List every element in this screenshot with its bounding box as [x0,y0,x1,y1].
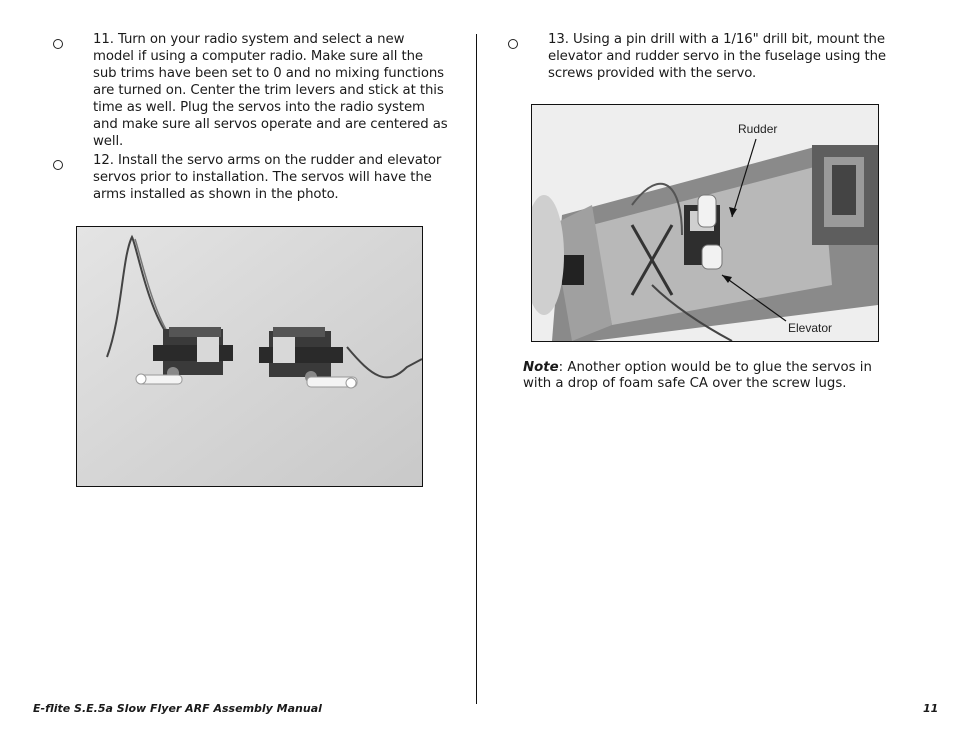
column-divider [476,34,477,704]
footer-manual-title: E-flite S.E.5a Slow Flyer ARF Assembly Manual [33,702,322,715]
elevator-label: Elevator [788,321,833,335]
rudder-label: Rudder [738,122,778,136]
checkbox-bullet-icon [53,160,63,170]
footer-page-number: 11 [923,702,939,715]
note-label: Note [523,360,559,375]
fuselage-photo [531,104,879,342]
step-12-text: 12. Install the servo arms on the rudder and elevator servos prior to installation. The servos will have the arms installed as shown in the photo. [93,153,442,202]
servos-photo [76,226,423,487]
note-paragraph [523,360,893,392]
fuselage-photo-image [532,105,878,341]
servos-photo-image [77,227,422,486]
checkbox-bullet-icon [53,39,63,49]
step-11-text: 11. Turn on your radio system and select a new model if using a computer radio. Make sure all the sub trims have been set to 0 and no mixing functions are turned on. Center the trim levers and stick at this time as well. Plug the servos into the radio system and make sure all servos operate and are centered as well. [93,32,448,149]
checkbox-bullet-icon [508,39,518,49]
step-13-text: 13. Using a pin drill with a 1/16" drill bit, mount the elevator and rudder servo in the fuselage using the screws provided with the servo. [548,32,886,81]
note-text: : Another option would be to glue the servos in with a drop of foam safe CA over the screw lugs. [523,360,872,391]
